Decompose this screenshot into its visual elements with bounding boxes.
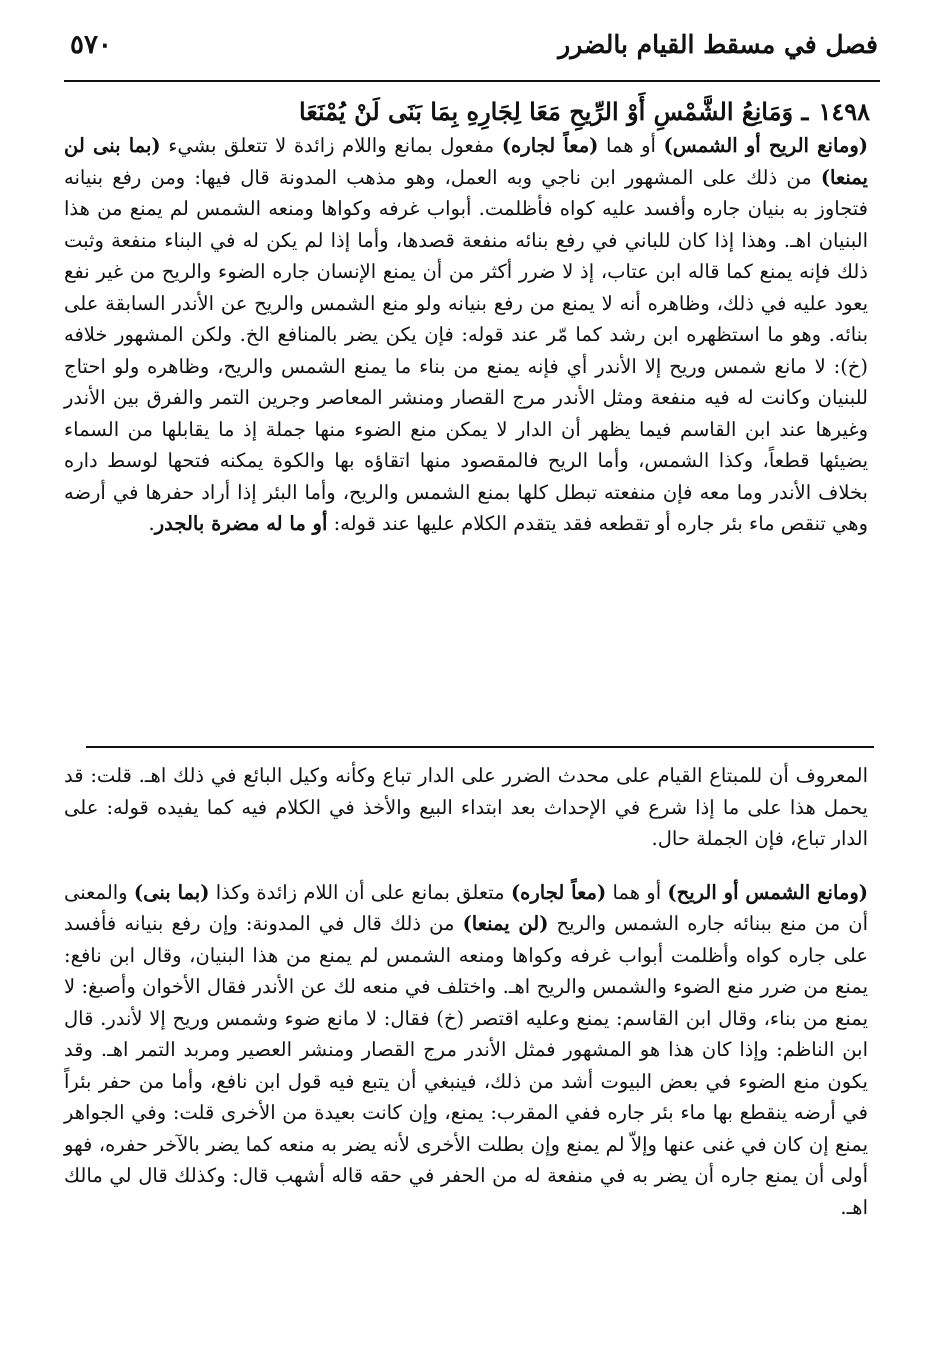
commentary-text: من ذلك على المشهور ابن ناجي وبه العمل، وهو مذهب المدونة قال فيها: ومن رفع بنيانه فتجاوز به بنيان جاره وأفسد عليه كواه فأظلمت. أبواب غرفه وكواها ومنعه الشمس لم يمنع من هذا البنيان اهـ. وهذا إذا كان للباني في رفع بنائه منفعة قصدها، وأما إذا لم يكن له في البناء منفعة وثبت ذلك فإنه يمنع كما قاله ابن عتاب، إذ لا ضرر أكثر من أن يمنع الإنسان جاره الضوء والريح من غير نفع يعود عليه في ذلك، وظاهره أنه لا يمنع من رفع بنيانه ولو منع الشمس والريح عن الأندر السابقة على بنائه. وهو ما استظهره ابن رشد كما مّر عند قوله: فإن يكن يضر بالمنافع الخ. ولكن المشهور خلافه (خ): لا مانع شمس وريح إلا الأندر أي فإنه يمنع من بناء ما يمنع الشمس والريح، وظاهره ولو احتاج للبنيان وكانت له فيه منفعة ومثل الأندر مرج القصار ومنشر المعاصر وجرين التمر والفرق بين الأندر وغيرها عند ابن القاسم فيما يظهر أن الدار لا يمكن منع الضوء منها جملة إذ ما يقابلها من السماء يضيئها قطعاً، وكذا الشمس، وأما الريح فالمقصود منها اتقاؤه بها والكوة يمكنه فتحها لوسط داره بخلاف الأندر وما معه فإن منفعته تبطل كلها بمنع الشمس والريح، وأما البئر إذا أراد حفرها في أرضه وهي تنقص ماء بئر جاره أو تقطعه فقد يتقدم الكلام عليها عند قوله: — [64, 165, 868, 535]
footnote-text: والمعنى أن من منع ببنائه جاره الشمس والريح — [64, 880, 868, 935]
commentary-paragraph — [64, 130, 868, 540]
quoted-phrase: (معاً لجاره) — [510, 880, 607, 904]
page-number: ٥٧٠ — [70, 30, 112, 60]
quoted-phrase: أو ما له مضرة بالجدر — [154, 512, 328, 535]
footnote-text: من ذلك قال في المدونة: وإن رفع بنيانه فأفسد على جاره كواه وأظلمت أبواب غرفه وكواها ومنعه الشمس لم يمنع من هذا البنيان، وقال ابن نافع: يمنع من ضرر منع الضوء والشمس والريح اهـ. واختلف في منعه لك عن الأندر فقال الأخوان وأصبغ: لا يمنع من بناء، وقال ابن القاسم: يمنع وعليه اقتصر (خ) فقال: لا مانع ضوء وشمس وريح إلا لأندر. قال ابن الناظم: وإذا كان هذا هو المشهور فمثل الأندر مرج القصار ومنشر العصير ومربد التمر اهـ. وقد يكون منع الضوء في بعض البيوت أشد من ذلك، فينبغي أن يتبع فيه قول ابن نافع، وأما من حفر بئراً في أرضه ينقطع بها ماء بئر جاره ففي المقرب: يمنع، وإن كانت بعيدة من الأخرى قلت: وفي الجواهر يمنع إن كان في غنى عنها وإلاّ لم يمنع وإن بطلت الأخرى لأنه يضر به منعه كما يضر بالآخر حفره، فهو أولى أن يمنع جاره أن يضر به في منفعة له من الحفر في حقه قاله أشهب قال: وكذلك قال لي مالك اهـ. — [64, 912, 868, 1219]
quoted-phrase: (ومانع الشمس أو الريح) — [667, 880, 868, 904]
verse-text: وَمَانِعُ الشَّمْسِ أَوْ الرِّيحِ مَعَا لِجَارِهِ بِمَا بَنَى لَنْ يُمْنَعَا — [299, 97, 794, 126]
commentary-text: مفعول بمانع واللام زائدة لا تتعلق بشيء — [160, 134, 502, 157]
commentary-text: أو هما — [598, 134, 664, 157]
page-header — [70, 30, 878, 80]
quoted-phrase: (لن يمنعا) — [462, 912, 549, 935]
poem-verse — [64, 92, 870, 132]
commentary-main — [64, 130, 868, 540]
verse-number: ١٤٩٨ — [818, 97, 870, 126]
quoted-phrase: (ومانع الريح أو الشمس) — [663, 134, 869, 157]
footnote-text: متعلق بمانع على أن اللام زائدة وكذا — [209, 880, 511, 904]
header-rule — [64, 80, 880, 82]
footnote-text: أو هما — [606, 880, 668, 904]
footnotes — [64, 760, 868, 1223]
footnote-paragraph: المعروف أن للمبتاع القيام على محدث الضرر على الدار تباع وكأنه وكيل البائع في ذلك اهـ. قلت: قد يحمل هذا على ما إذا شرع في الإحداث بعد ابتداء البيع والأخذ في الكلام فيه كما يفيده قوله: على الدار تباع، فإن الجملة حال. — [64, 764, 868, 850]
quoted-phrase: (بما بنى لن يمنعا) — [64, 134, 868, 189]
quoted-phrase: (بما بنى) — [133, 880, 210, 904]
verse-separator: ـ — [801, 97, 809, 126]
footnote-separator — [86, 746, 874, 748]
footnote-paragraph — [64, 877, 868, 1224]
quoted-phrase: (معاً لجاره) — [501, 134, 599, 157]
running-title: فصل في مسقط القيام بالضرر — [558, 30, 878, 59]
commentary-text: . — [148, 512, 155, 535]
